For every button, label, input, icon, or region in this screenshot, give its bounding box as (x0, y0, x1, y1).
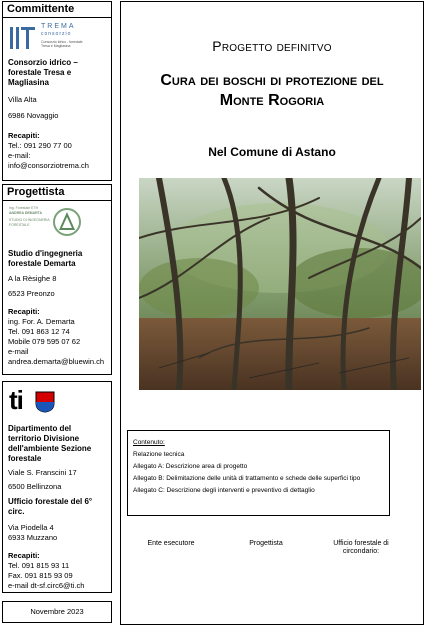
progettista-address1: A la Rèsighe 8 (8, 274, 57, 283)
progettista-person: ing. For. A. Demarta (8, 317, 75, 326)
ufficio-address2: 6933 Muzzano (8, 533, 58, 542)
progettista-name: Studio d'ingegneria forestale Demarta (8, 249, 83, 268)
ufficio-address1: Via Piodella 4 (8, 523, 54, 532)
committente-address1: Villa Alta (8, 95, 37, 104)
committente-email-label: e-mail: (8, 151, 31, 160)
signature-ufficio-forestale: Ufficio forestale di circondario: (333, 540, 389, 555)
contents-item: Allegato C: Descrizione degli interventi e preventivo di dettaglio (133, 487, 315, 494)
dipartimento-address2: 6500 Bellinzona (8, 482, 62, 491)
progettista-address2: 6523 Preonzo (8, 289, 55, 298)
committente-contact-label: Recapiti: (8, 131, 40, 140)
dipartimento-fax: Fax. 091 815 93 09 (8, 571, 73, 580)
main-panel (120, 1, 424, 625)
document-date: Novembre 2023 (30, 607, 84, 616)
dipartimento-email: e-mail dt-sf.circ6@ti.ch (8, 581, 85, 590)
trema-logo-icon (7, 23, 37, 53)
dipartimento-tel: Tel. 091 815 93 11 (8, 561, 70, 570)
progettista-mobile: Mobile 079 595 07 62 (8, 337, 81, 346)
document-location: Nel Comune di Astano (208, 145, 336, 159)
document-title-line1: Cura dei boschi di protezione del (160, 72, 384, 89)
committente-tel: Tel.: 091 290 77 00 (8, 141, 72, 150)
trema-logo-sub: consorzio (41, 31, 72, 37)
committente-address2: 6986 Novaggio (8, 111, 59, 120)
contents-item: Allegato A: Descrizione area di progetto (133, 463, 248, 470)
contents-item: Relazione tecnica (133, 451, 185, 458)
signature-progettista: Progettista (249, 540, 283, 547)
demarta-logo-icon (53, 206, 81, 238)
progettista-email-label: e-mail (8, 347, 29, 356)
ticino-logo (7, 386, 107, 424)
forest-photo-illustration (139, 178, 421, 390)
trema-logo-tagline: Consorzio idrico - forestale Tresa e Magliasina (41, 40, 83, 48)
committente-title: Committente (3, 2, 111, 18)
progettista-contact-label: Recapiti: (8, 307, 40, 316)
trema-logo-name: TREMA (41, 23, 76, 30)
committente-email: info@consorziotrema.ch (8, 161, 89, 170)
signature-ente-esecutore: Ente esecutore (147, 540, 195, 547)
progettista-email: andrea.demarta@bluewin.ch (8, 357, 105, 366)
document-type: Progetto definitvo (212, 38, 332, 54)
document-title-line2: Monte Rogoria (219, 92, 325, 109)
progettista-tel: Tel. 091 863 12 74 (8, 327, 70, 336)
progettista-title: Progettista (3, 185, 111, 201)
committente-name: Consorzio idrico – forestale Tresa e Magliasina (8, 58, 78, 87)
date-box (2, 601, 112, 623)
progettista-box (2, 184, 112, 375)
ufficio-name: Ufficio forestale del 6° circ. (8, 497, 93, 516)
dipartimento-address1: Viale S. Franscini 17 (8, 468, 77, 477)
contents-item: Allegato B: Delimitazione delle unità di trattamento e schede delle superfici tipo (133, 475, 361, 482)
ticino-logo-text: ti (9, 385, 23, 415)
dipartimento-contact-label: Recapiti: (8, 551, 40, 560)
trema-logo (7, 21, 107, 57)
dipartimento-box (2, 381, 112, 593)
dipartimento-name: Dipartimento del territorio Divisione dell'ambiente Sezione forestale (8, 424, 92, 463)
ticino-shield-icon (35, 391, 55, 413)
contents-heading: Contenuto: (133, 439, 165, 446)
contents-box (127, 430, 390, 516)
committente-box (2, 1, 112, 181)
forest-photo (139, 178, 421, 390)
demarta-logo: ing. Forestale ETH ANDREA DEMARTA STUDIO DI INGEGNERIA FORESTALE (7, 204, 107, 244)
